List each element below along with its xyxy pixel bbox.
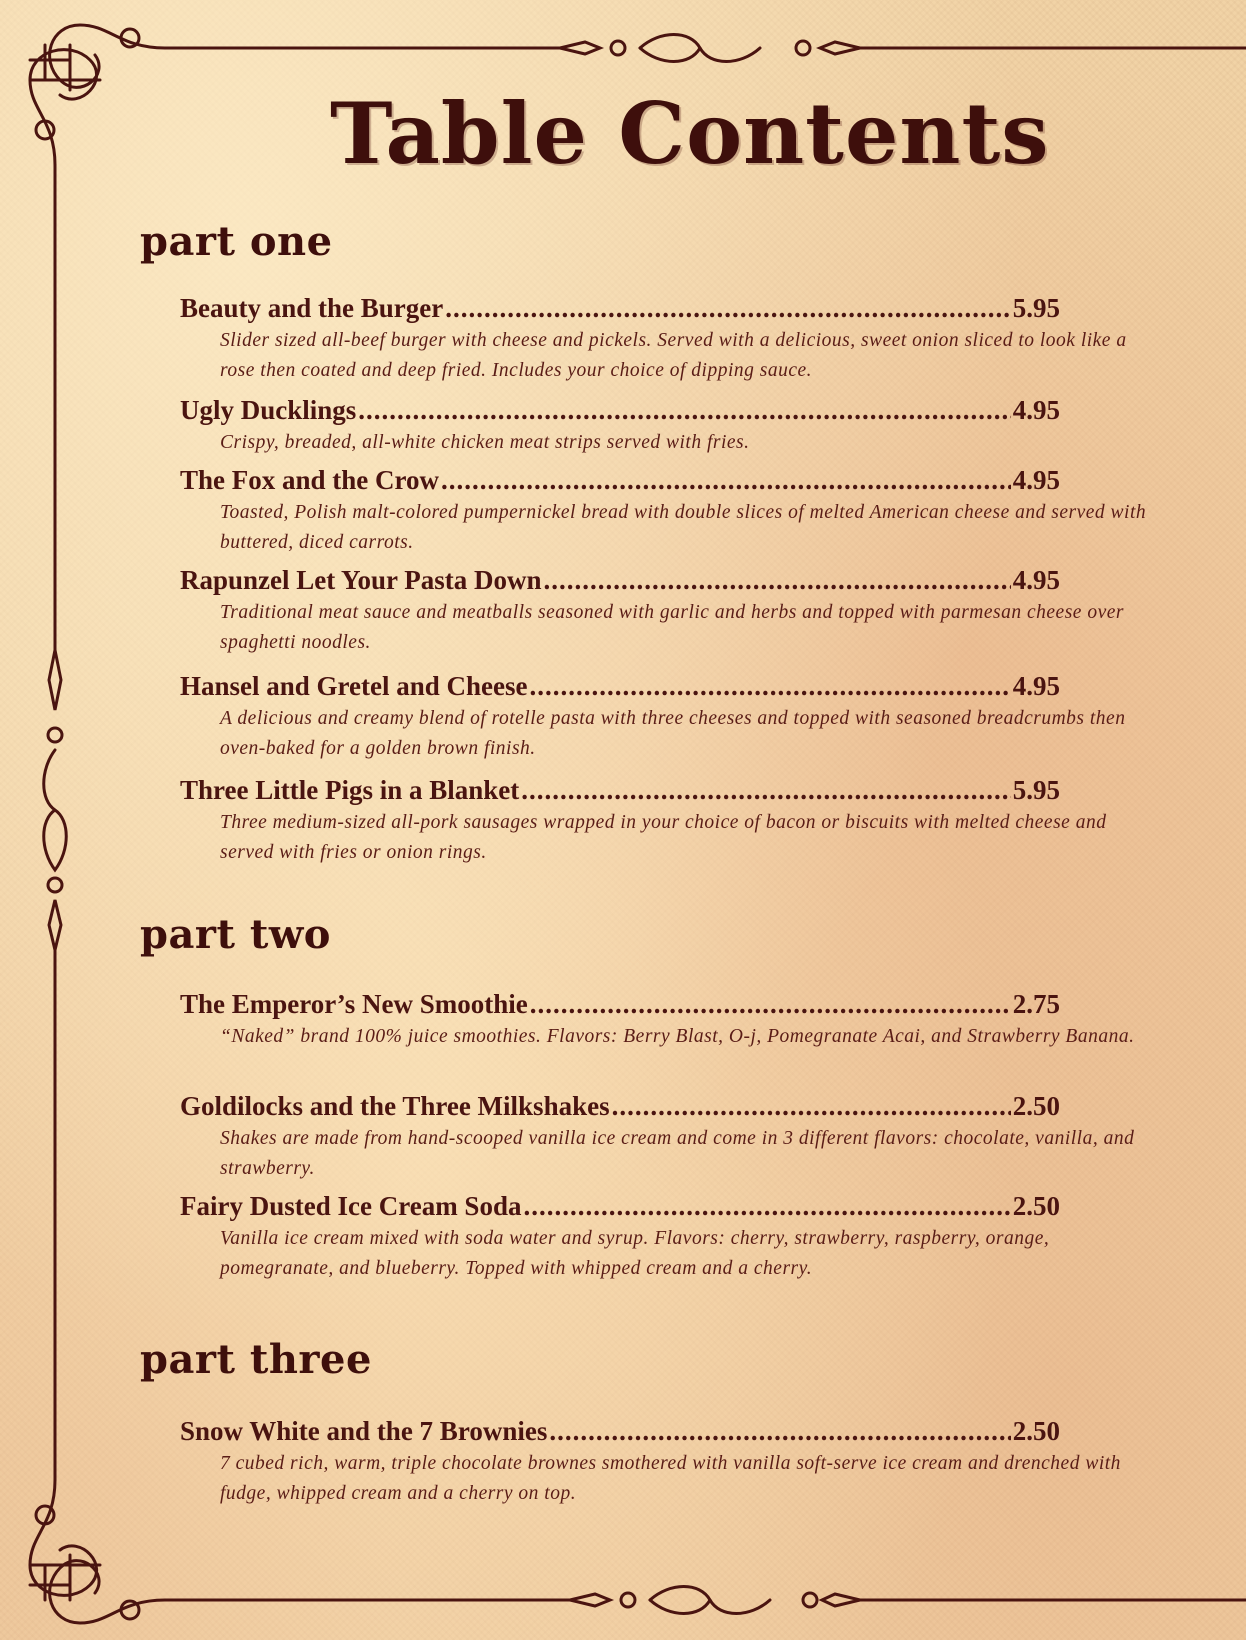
- menu-item-description: Traditional meat sauce and meatballs seasoned with garlic and herbs and topped with parmesan cheese over spaghetti noodles.: [220, 602, 1124, 653]
- menu-item: [180, 988, 1170, 1052]
- menu-item-name: Beauty and the Burger: [180, 293, 444, 323]
- menu-item-price: 4.95: [1012, 395, 1060, 425]
- menu-item-description: Slider sized all-beef burger with cheese and pickels. Served with a delicious, sweet onion sliced to look like a rose then coated and deep fried. Includes your choice of dipping sauce.: [220, 330, 1127, 381]
- menu-item-name: Goldilocks and the Three Milkshakes: [180, 1091, 610, 1121]
- menu-item-description: Three medium-sized all-pork sausages wrapped in your choice of bacon or biscuits with melted cheese and served with fries or onion rings.: [220, 812, 1107, 863]
- page-title: Table Contents: [330, 84, 1050, 183]
- menu-item-price: 4.95: [1012, 671, 1060, 701]
- menu-item-description: “Naked” brand 100% juice smoothies. Flavors: Berry Blast, O-j, Pomegranate Acai, and Strawberry Banana.: [220, 1026, 1135, 1047]
- menu-item-name: The Fox and the Crow: [180, 465, 440, 495]
- menu-item-name: The Emperor’s New Smoothie: [180, 989, 528, 1019]
- dot-leader: [612, 1090, 1011, 1122]
- section-heading-part-one: part one: [140, 218, 333, 265]
- menu-item-name: Snow White and the 7 Brownies: [180, 1416, 548, 1446]
- menu-item-name: Rapunzel Let Your Pasta Down: [180, 565, 542, 595]
- menu-item: [180, 564, 1170, 658]
- menu-item-price: 4.95: [1012, 465, 1060, 495]
- menu-item-price: 4.95: [1012, 565, 1060, 595]
- menu-item-price: 5.95: [1012, 775, 1060, 805]
- dot-leader: [441, 464, 1011, 496]
- dot-leader: [530, 988, 1011, 1020]
- menu-item-description: Shakes are made from hand-scooped vanilla ice cream and come in 3 different flavors: chocolate, vanilla, and strawberry.: [220, 1128, 1135, 1179]
- menu-item: [180, 1190, 1170, 1284]
- menu-item-name: Ugly Ducklings: [180, 395, 357, 425]
- section-heading-part-two: part two: [140, 911, 331, 958]
- menu-item: [180, 292, 1170, 386]
- menu-item-name: Hansel and Gretel and Cheese: [180, 671, 528, 701]
- menu-item: [180, 464, 1170, 558]
- section-heading-part-three: part three: [140, 1336, 372, 1383]
- menu-item: [180, 774, 1170, 868]
- menu-item: [180, 1090, 1170, 1184]
- dot-leader: [549, 1415, 1010, 1447]
- dot-leader: [521, 774, 1010, 806]
- menu-item-price: 2.50: [1012, 1416, 1060, 1446]
- menu-item-description: Vanilla ice cream mixed with soda water and syrup. Flavors: cherry, strawberry, raspberry, orange, pomegranate, and blueberry. Topped with whipped cream and a cherry.: [220, 1228, 1050, 1279]
- menu-item-name: Fairy Dusted Ice Cream Soda: [180, 1191, 522, 1221]
- menu-item-price: 5.95: [1012, 293, 1060, 323]
- dot-leader: [544, 564, 1011, 596]
- menu-item-description: 7 cubed rich, warm, triple chocolate brownes smothered with vanilla soft-serve ice cream and drenched with fudge, whipped cream and a cherry on top.: [220, 1453, 1121, 1504]
- menu-item-price: 2.50: [1012, 1191, 1060, 1221]
- menu-item-price: 2.50: [1012, 1091, 1060, 1121]
- menu-item-name: Three Little Pigs in a Blanket: [180, 775, 520, 805]
- menu-item-description: Toasted, Polish malt-colored pumpernickel bread with double slices of melted American cheese and served with buttered, diced carrots.: [220, 502, 1147, 553]
- dot-leader: [358, 394, 1010, 426]
- menu-item: [180, 670, 1170, 764]
- menu-item: [180, 1415, 1170, 1509]
- menu-item-price: 2.75: [1012, 989, 1060, 1019]
- menu-item-description: A delicious and creamy blend of rotelle pasta with three cheeses and topped with seasoned breadcrumbs then oven-baked for a golden brown finish.: [220, 708, 1126, 759]
- dot-leader: [530, 670, 1011, 702]
- dot-leader: [445, 292, 1011, 324]
- dot-leader: [523, 1190, 1010, 1222]
- menu-item: [180, 394, 1170, 458]
- menu-item-description: Crispy, breaded, all-white chicken meat strips served with fries.: [220, 432, 750, 453]
